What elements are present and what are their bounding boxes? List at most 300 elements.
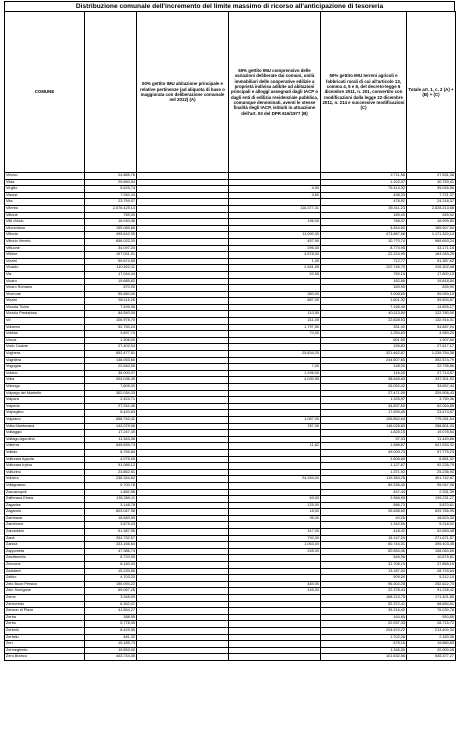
table-row [5,476,456,483]
value-b-cell: 1.797,50 [229,324,321,331]
value-c-cell: 331,00 [321,324,407,331]
comune-cell: Zerbolò [5,627,85,634]
comune-cell: Voltido [5,449,85,456]
total-cell: 629.785,05 [407,509,456,516]
value-c-cell: 1.606,60 [321,456,407,463]
value-b-cell: 792,00 [229,535,321,542]
comune-cell: Vizzini [5,258,85,265]
table-row [5,614,456,621]
value-b-cell: 145,00 [229,588,321,595]
spacer-cell [137,502,229,509]
table-row [5,542,456,549]
comune-cell: Voltago Agordino [5,436,85,443]
value-c-cell: 712,77 [321,258,407,265]
table-row [5,390,456,397]
value-a-cell: 4.703,20 [85,575,137,582]
spacer-cell [137,265,229,272]
table-row [5,337,456,344]
table-row [5,416,456,423]
value-b-cell: 11.090,30 [229,232,321,239]
value-c-cell: 601,50 [321,337,407,344]
table-row [5,641,456,648]
comune-cell: Zambrone [5,522,85,529]
value-b-cell: 35,00 [229,515,321,522]
total-cell: 10.675,81 [407,555,456,562]
total-cell: 27.617,17 [407,344,456,351]
value-b-cell: 116.377,31 [229,205,321,212]
comune-cell: Volongo [5,384,85,391]
value-b-cell: 1,05 [229,258,321,265]
value-c-cell: 10.770,74 [321,238,407,245]
table-row [5,377,456,384]
value-b-cell [229,575,321,582]
value-b-cell [229,489,321,496]
value-a-cell: 36.000,07 [85,370,137,377]
value-c-cell: 244.507,65 [321,357,407,364]
spacer-cell [137,397,229,404]
comune-cell: Volturara Irpina [5,463,85,470]
spacer-cell [137,285,229,292]
value-c-cell: 1.601,32 [321,298,407,305]
value-a-cell: 156.094,22 [85,581,137,588]
table-row [5,621,456,628]
value-a-cell: 545.639,73 [85,443,137,450]
total-cell: 839,90 [407,285,456,292]
table-body [5,173,456,661]
value-c-cell: 768,47 [321,219,407,226]
value-c-cell: 1.325,97 [321,397,407,404]
value-c-cell: 1.346,00 [321,647,407,654]
total-cell: 288.801,34 [407,423,456,430]
value-a-cell: 236.344,62 [85,476,137,483]
spacer-cell [137,555,229,562]
spacer-cell [137,423,229,430]
comune-cell: Visone [5,192,85,199]
spacer-cell [137,344,229,351]
table-row [5,179,456,186]
comune-cell: Vittone [5,212,85,219]
spacer-cell [137,509,229,516]
header-col-c: 50% gettito IMU terreni agricoli e fabbricati rurali di cui all'articolo 13, comma 4, 5 e 8, del decreto-legge 6 dicembre 2011, n. 201, convertito con modificazioni dalla legge 22 dicembre 2011, n. 214 e successive modificazioni (C) [321,12,407,173]
value-b-cell [229,647,321,654]
value-c-cell: 438,33 [321,192,407,199]
table-row [5,265,456,272]
value-c-cell: 1.825,15 [321,430,407,437]
total-cell: 33.657,44 [407,384,456,391]
spacer-cell [137,403,229,410]
comune-cell: Viterbo [5,205,85,212]
value-c-cell: 13.187,00 [321,568,407,575]
value-b-cell [229,179,321,186]
total-cell: 547.634,32 [407,443,456,450]
total-cell: 18.623,33 [407,515,456,522]
comune-cell: Vizzolo Predabissi [5,311,85,318]
comune-cell: Vobarno [5,324,85,331]
spacer-cell [137,443,229,450]
value-c-cell: 1.342,50 [321,522,407,529]
total-cell: 95.045,56 [407,186,456,193]
value-c-cell: 155,83 [321,344,407,351]
spacer-cell [137,364,229,371]
value-b-cell [229,654,321,661]
value-c-cell: 35.411,23 [321,205,407,212]
value-a-cell: 157.051,01 [85,252,137,259]
total-cell: 2.331,39 [407,489,456,496]
value-a-cell: 789,00 [85,212,137,219]
total-cell: 22.795,86 [407,364,456,371]
spacer-cell [137,476,229,483]
value-b-cell: 7,00 [229,364,321,371]
spacer-cell [137,463,229,470]
value-b-cell [229,384,321,391]
spacer-cell [137,370,229,377]
spacer-cell [137,634,229,641]
spacer-cell [137,641,229,648]
value-b-cell: 4.030,95 [229,377,321,384]
comune-cell: Zandobbio [5,529,85,536]
comune-cell: Zeccone [5,562,85,569]
value-b-cell [229,397,321,404]
table-row [5,443,456,450]
total-cell: 28.793,64 [407,568,456,575]
header-empty [85,12,137,173]
value-c-cell: 31.706,15 [321,562,407,569]
total-cell: 545.377,27 [407,654,456,661]
total-cell: 24.218,37 [407,199,456,206]
table-row [5,384,456,391]
value-c-cell: 126.852,64 [321,416,407,423]
value-c-cell: 7.166,40 [321,304,407,311]
value-c-cell: 169,90 [321,285,407,292]
value-a-cell: 892.477,51 [85,351,137,358]
spacer-cell [137,179,229,186]
spacer-cell [137,245,229,252]
table-row [5,588,456,595]
value-a-cell: 22.640,06 [85,364,137,371]
value-c-cell: 447,44 [321,489,407,496]
table-row [5,522,456,529]
spacer-cell [137,357,229,364]
total-cell: 19.078,54 [407,430,456,437]
comune-cell: Volvera [5,476,85,483]
value-b-cell: 196,00 [229,219,321,226]
value-a-cell: 4.075,05 [85,456,137,463]
value-b-cell: 20,55 [229,271,321,278]
value-b-cell [229,430,321,437]
spacer-cell [137,496,229,503]
total-cell: 553,65 [407,614,456,621]
spacer-cell [137,627,229,634]
value-a-cell: 51.387,56 [85,529,137,536]
value-a-cell: 6.362,01 [85,601,137,608]
value-b-cell: 211,00 [229,318,321,325]
value-b-cell [229,568,321,575]
value-a-cell: 388,95 [85,614,137,621]
total-cell: 37.865,19 [407,562,456,569]
value-c-cell: 49.009,73 [321,449,407,456]
comune-cell: Voltaggio [5,430,85,437]
value-b-cell [229,403,321,410]
value-b-cell: 1.063,00 [229,542,321,549]
value-b-cell [229,173,321,180]
table-row [5,469,456,476]
value-a-cell: 8.765,80 [85,449,137,456]
total-cell: 2.183,38 [407,634,456,641]
value-a-cell: 148.053,66 [85,357,137,364]
table-row [5,219,456,226]
value-c-cell: 162,66 [321,278,407,285]
value-b-cell: 3.578,00 [229,252,321,259]
value-a-cell: 16.040,46 [85,219,137,226]
comune-cell: Vivaro [5,278,85,285]
value-b-cell [229,614,321,621]
value-b-cell [229,522,321,529]
comune-cell: Vittoria [5,232,85,239]
table-row [5,555,456,562]
value-a-cell: 254.732,57 [85,535,137,542]
value-a-cell: 302.034,33 [85,390,137,397]
table-row [5,403,456,410]
total-cell: 28.715,72 [407,621,456,628]
value-c-cell: 148,00 [321,364,407,371]
table-row [5,423,456,430]
value-c-cell: 17.659,40 [321,410,407,417]
value-b-cell: 11,62 [229,443,321,450]
value-c-cell: 473.887,68 [321,232,407,239]
value-b-cell: 887,00 [229,298,321,305]
spacer-cell [137,298,229,305]
spacer-cell [137,588,229,595]
value-b-cell [229,436,321,443]
value-a-cell: 7.499,08 [85,304,137,311]
value-c-cell: 478,92 [321,199,407,206]
value-c-cell: 146.028,60 [321,423,407,430]
comune-cell: Vitti d'Asio [5,219,85,226]
comune-cell: Vottignasco [5,482,85,489]
spacer-cell [137,595,229,602]
value-a-cell: 2.424,71 [85,397,137,404]
value-c-cell: 40.113,90 [321,311,407,318]
spacer-cell [137,568,229,575]
comune-cell: Zaccanopoli [5,489,85,496]
value-b-cell: 70,00 [229,331,321,338]
spacer-cell [137,416,229,423]
spacer-cell [137,278,229,285]
spacer-cell [137,522,229,529]
table-row [5,562,456,569]
value-c-cell: 97,33 [321,436,407,443]
value-c-cell: 38.645,83 [321,377,407,384]
value-c-cell: 321.462,87 [321,351,407,358]
comune-cell: Zenson di Piave [5,608,85,615]
comune-cell: Vobbia [5,331,85,338]
total-cell: 271.671,57 [407,535,456,542]
value-c-cell: 34.837,50 [321,403,407,410]
table-row [5,575,456,582]
value-b-cell: 457,90 [229,238,321,245]
total-cell: 2.828.213,68 [407,205,456,212]
table-row [5,258,456,265]
table-row [5,232,456,239]
comune-cell: Vittuone [5,245,85,252]
spacer-cell [137,581,229,588]
total-cell: 1.907,60 [407,337,456,344]
value-a-cell: 11.343,36 [85,436,137,443]
table-row [5,278,456,285]
spacer-cell [137,173,229,180]
value-b-cell [229,304,321,311]
header-row [5,12,456,173]
table-row [5,298,456,305]
comune-cell: Volpeglino [5,410,85,417]
value-b-cell: 380,00 [229,291,321,298]
value-a-cell: 142.079,06 [85,423,137,430]
value-a-cell: 24.865,76 [85,173,137,180]
total-cell: 4.983,20 [407,331,456,338]
value-c-cell: 101.632,56 [321,654,407,661]
table-row [5,515,456,522]
header-col-b: 50% gettito IMU comprensivo delle variazioni deliberate dai comuni, unità immobiliari delle cooperative edilizie a proprietà indivisa adibite ad abitazioni principali e alloggi assegnati dagli IACP o dagli enti di edilizia residenziale pubblica, comunque denominati, aventi le stesse finalità degli IACP, istituiti in attuazione dell'art. 93 del DPR 616/1977 (B) [229,12,321,173]
value-a-cell: 34.097,20 [85,245,137,252]
value-b-cell: 245,00 [229,548,321,555]
value-a-cell: 19.685,62 [85,278,137,285]
spacer-cell [137,456,229,463]
comune-cell: Volpara [5,397,85,404]
total-cell: 76.030,78 [407,608,456,615]
table-row [5,331,456,338]
total-cell: 5.218,02 [407,522,456,529]
comune-cell: Volta Mantovana [5,423,85,430]
table-row [5,496,456,503]
total-cell: 347.301,52 [407,377,456,384]
value-b-cell [229,641,321,648]
total-cell: 213.400,34 [407,627,456,634]
spacer-cell [137,482,229,489]
total-cell: 37.714,57 [407,370,456,377]
table-row [5,654,456,661]
value-b-cell: 4,90 [229,186,321,193]
total-cell: 20.900,08 [407,647,456,654]
value-b-cell: 484,00 [229,581,321,588]
value-c-cell: 79.414,32 [321,186,407,193]
value-c-cell: 22.224,90 [321,252,407,259]
value-a-cell: 658.752,42 [85,416,137,423]
value-b-cell [229,482,321,489]
total-cell: 11.440,86 [407,436,456,443]
total-cell: 43.171,16 [407,245,456,252]
table-row [5,502,456,509]
value-c-cell: 60.654,06 [321,548,407,555]
value-a-cell: 8.429,55 [85,627,137,634]
value-c-cell: 22.378,44 [321,588,407,595]
comune-cell: Zagarise [5,502,85,509]
total-cell: 3.750,36 [407,397,456,404]
value-a-cell: 19.185,73 [85,641,137,648]
total-cell: 92.226,79 [407,463,456,470]
value-b-cell [229,285,321,292]
value-b-cell: 296,00 [229,245,321,252]
value-b-cell [229,463,321,470]
value-a-cell: 5.778,35 [85,621,137,628]
comune-cell: Vittorio Veneto [5,238,85,245]
value-b-cell [229,449,321,456]
value-b-cell [229,410,321,417]
value-c-cell: 22.828,53 [321,318,407,325]
table-row [5,397,456,404]
table-row [5,311,456,318]
spacer-cell [137,238,229,245]
total-cell: 95.047,95 [407,482,456,489]
total-cell: 949,92 [407,212,456,219]
spacer-cell [137,232,229,239]
value-c-cell: 2.968,99 [321,496,407,503]
value-b-cell: 25.834,20 [229,351,321,358]
header-total: Totale art. 1, c. 2 (A) + (B) + (C) [407,12,456,173]
total-cell: 1.171.320,14 [407,232,456,239]
value-b-cell [229,337,321,344]
spacer-cell [137,542,229,549]
total-cell: 59.504,87 [407,298,456,305]
value-a-cell: 5.625,74 [85,186,137,193]
table-row [5,173,456,180]
comune-cell: Vitorchiano [5,225,85,232]
total-cell: 329.506,43 [407,390,456,397]
spacer-cell [137,575,229,582]
comune-cell: Vogogna [5,364,85,371]
table-row [5,436,456,443]
total-cell: 19.818,84 [407,278,456,285]
value-a-cell: 17.044,44 [85,271,137,278]
value-c-cell: 418,42 [321,529,407,536]
spacer-cell [137,614,229,621]
table-row [5,252,456,259]
value-c-cell: 4.844,60 [321,225,407,232]
value-b-cell: 2.461,59 [229,265,321,272]
table-row [5,271,456,278]
total-cell: 7.721,37 [407,192,456,199]
spacer-cell [137,469,229,476]
table-row [5,581,456,588]
spacer-cell [137,548,229,555]
comune-cell: Vizzola Ticino [5,304,85,311]
value-a-cell: 856.022,20 [85,238,137,245]
value-b-cell [229,608,321,615]
total-cell: 19.860,83 [407,641,456,648]
spacer-cell [137,252,229,259]
total-cell: 165.507,54 [407,225,456,232]
value-a-cell: 3.348,05 [85,595,137,602]
value-a-cell: 135.269,11 [85,496,137,503]
value-b-cell [229,278,321,285]
comune-cell: Zagarolo [5,509,85,516]
spacer-cell [137,535,229,542]
value-a-cell: 50.674,55 [85,258,137,265]
value-c-cell: 52.372,41 [321,601,407,608]
value-c-cell: 750,16 [321,271,407,278]
value-b-cell [229,562,321,569]
total-cell: 57.775,23 [407,449,456,456]
table-row [5,595,456,602]
value-b-cell [229,390,321,397]
comune-cell: Vivaro Romano [5,285,85,292]
comune-cell: Vo' [5,318,85,325]
comune-cell: Zelbio [5,575,85,582]
total-cell: 779.261,54 [407,416,456,423]
value-b-cell [229,357,321,364]
value-a-cell: 55.660,00 [85,291,137,298]
table-row [5,186,456,193]
comune-cell: Vita [5,199,85,206]
